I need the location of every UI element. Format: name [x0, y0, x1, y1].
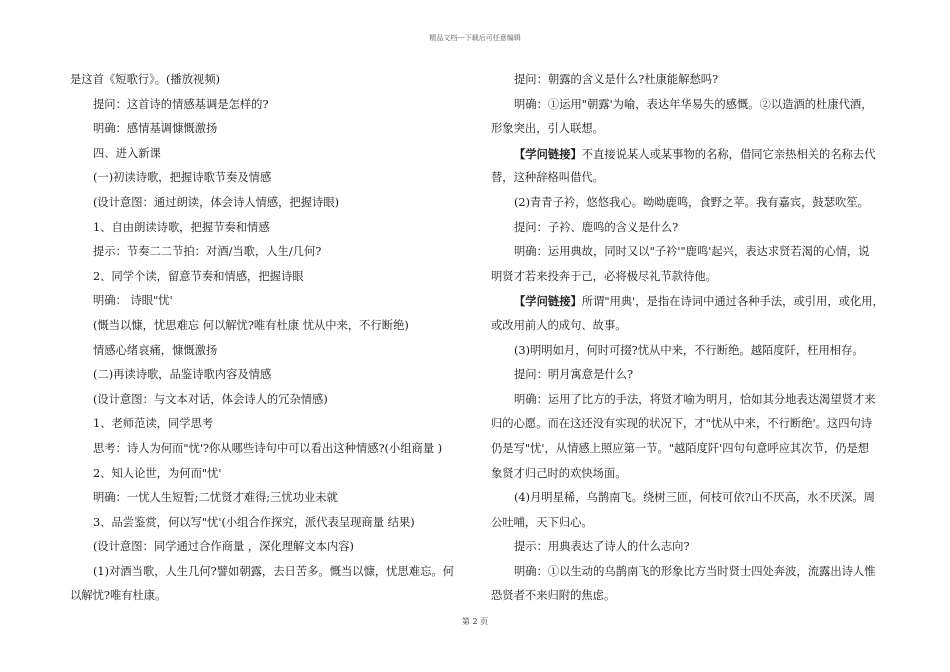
text-line: 明确： 诗眼"忧': [93, 294, 173, 308]
text-line: 明确：感情基调慷慨激扬: [93, 122, 218, 136]
text-line: 思考：诗人为何而"忧'?你从哪些诗句中可以看出这种情感?(小组商量 ): [93, 441, 443, 455]
text-line: 提问：明月寓意是什么?: [514, 368, 634, 382]
text-line: [491, 142, 881, 167]
knowledge-link-label: 【学问链接】: [514, 146, 582, 161]
text-line: 明确：①以生动的乌鹊南飞的形象比方当时贤士四处奔波，流露出诗人惟: [514, 564, 876, 578]
text-line: (设计意图：与文本对话，体会诗人的冗杂情感): [93, 392, 328, 406]
page-header: 精品文档---下载后可任意编辑: [429, 34, 521, 42]
text-line: 四、进入新课: [93, 146, 161, 160]
text-line: (2)青青子衿，悠悠我心。呦呦鹿鸣，食野之苹。我有嘉宾，鼓瑟吹笙。: [514, 195, 869, 209]
knowledge-link-label: 【学问链接】: [514, 294, 582, 309]
text-line: 以解忧?唯有杜康。: [70, 589, 167, 603]
text-line: (4)月明星稀，乌鹊南飞。绕树三匝，何枝可依?山不厌高，水不厌深。周: [514, 491, 875, 505]
text-line: 替，这种辞格叫借代。: [491, 171, 604, 185]
text-line: (1)对酒当歌，人生几何?譬如朝露，去日苦多。慨当以慷，忧思难忘。何: [93, 564, 454, 578]
text-line: 2、同学个读，留意节奏和情感，把握诗眼: [93, 269, 304, 283]
text-line: 明确：一忧人生短暂;二忧贤才难得;三忧功业未就: [93, 491, 338, 505]
text-line: 归的心愿。而在这还没有实现的状况下，才"忧从中来，不行断绝'。这四句诗: [491, 417, 873, 431]
text-line: (3)明明如月，何时可掇?忧从中来，不行断绝。越陌度阡，枉用相存。: [514, 343, 864, 357]
text-line-rest: 所谓"用典'，是指在诗词中通过各种手法，或引用，或化用，: [581, 295, 884, 309]
text-line: 1、老师范读，同学思考: [93, 417, 214, 431]
text-line: 是这首《短歌行》。(播放视频): [70, 73, 221, 86]
right-column: [491, 68, 884, 609]
text-line: (一)初读诗歌，把握诗歌节奏及情感: [93, 171, 272, 185]
text-line: 仍是写"忧'，从情感上照应第一节。"越陌度阡'四句句意呼应其次节，仍是想: [491, 441, 870, 455]
text-line: 2、知人论世，为何而"忧': [93, 466, 222, 480]
text-line: (慨当以慷，忧思难忘 何以解忧?唯有杜康 忧从中来，不行断绝): [93, 318, 409, 332]
text-line: 明确：①运用"朝露'为喻，表达年华易失的感慨。②以造酒的杜康代酒，: [514, 97, 873, 111]
text-line: 明确：运用典故，同时又以"子衿'"鹿鸣'起兴，表达求贤若渴的心情，说: [514, 245, 870, 259]
text-line: 提示：节奏二二节拍：对酒/当歌，人生/几何?: [93, 245, 322, 259]
text-line: [491, 289, 884, 314]
text-line: (设计意图：同学通过合作商量 ，深化理解文本内容): [93, 540, 354, 554]
text-line: 公吐哺，天下归心。: [491, 515, 593, 529]
text-line: (设计意图：通过朗读，体会诗人情感，把握诗眼): [93, 195, 340, 209]
text-line: 情感心绪哀痛，慷慨激扬: [93, 343, 218, 357]
text-line: 1、自由朗读诗歌，把握节奏和情感: [93, 220, 270, 234]
text-line: (二)再读诗歌，品鉴诗歌内容及情感: [93, 368, 272, 382]
text-line: 明贤才若来投奔于己，必将极尽礼节款待他。: [491, 269, 717, 283]
text-line: 提问：这首诗的情感基调是怎样的?: [93, 97, 269, 111]
text-line: 3、品尝鉴赏，何以写"忧'(小组合作探究，派代表呈现商量 结果): [93, 515, 415, 529]
text-line: 形象突出，引人联想。: [491, 122, 604, 136]
text-line: 提问：子衿、鹿鸣的含义是什么?: [514, 220, 679, 234]
text-line: 明确：运用了比方的手法，将贤才喻为明月，恰如其分地表达渴望贤才来: [514, 392, 876, 406]
text-line-rest: 不直接说某人或某事物的名称，借同它亲热相关的名称去代: [581, 147, 876, 161]
text-line: 恐贤者不来归附的焦虑。: [491, 589, 616, 603]
text-line: 或改用前人的成句、故事。: [491, 318, 627, 332]
text-line: 提示：用典表达了诗人的什么志向?: [514, 540, 690, 554]
text-line: 象贤才归己时的欢快场面。: [491, 466, 627, 480]
page-number: 第 2 页: [461, 617, 489, 626]
text-line: 提问：朝露的含义是什么?杜康能解愁吗?: [514, 73, 719, 86]
left-column: [70, 68, 460, 609]
